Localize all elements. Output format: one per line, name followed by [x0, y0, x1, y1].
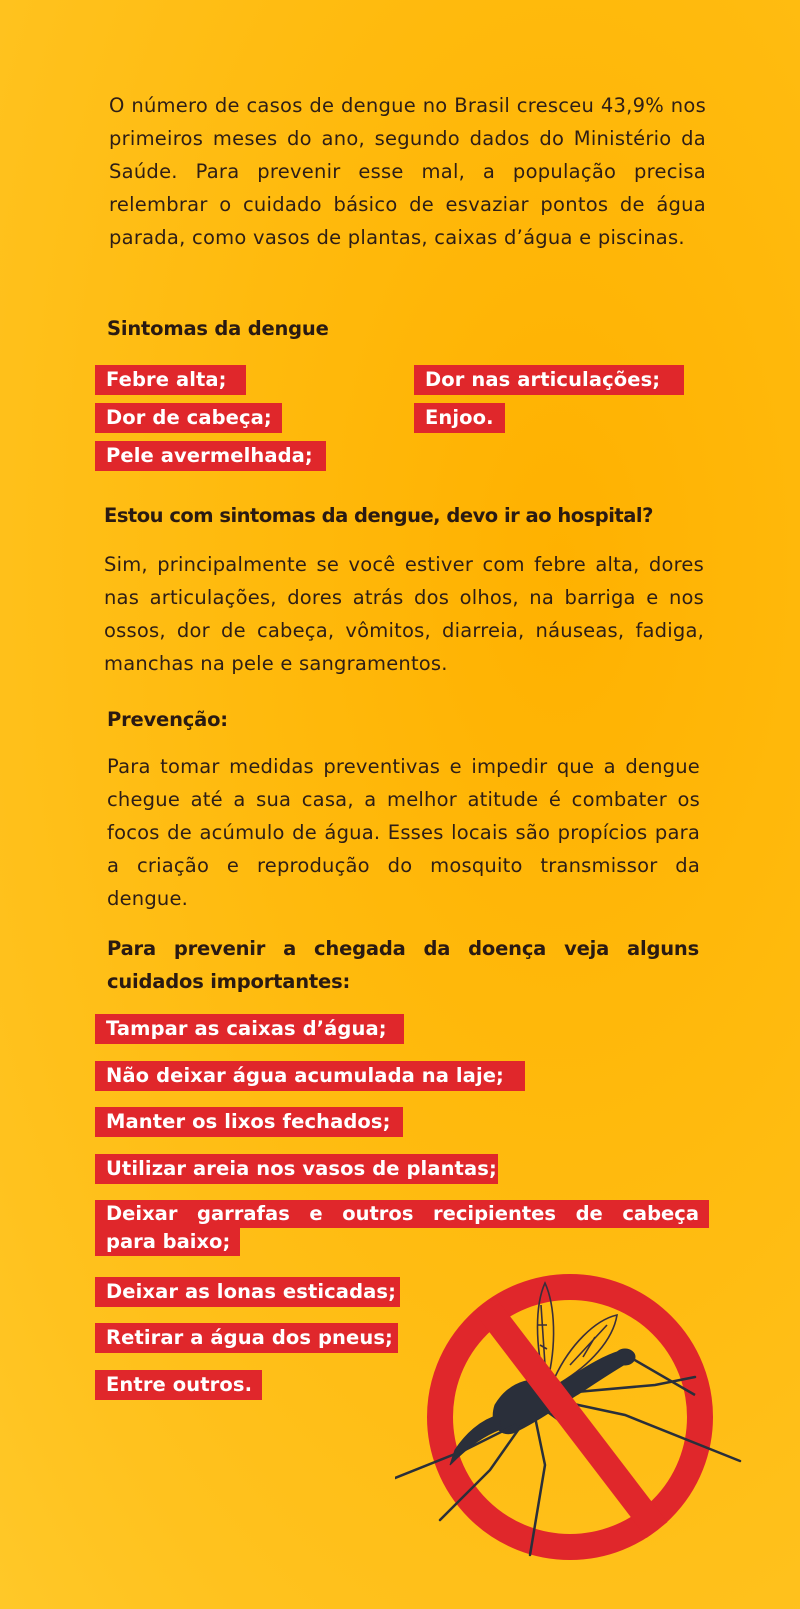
care-tag: Não deixar água acumulada na laje; — [95, 1061, 525, 1091]
care-tag: Manter os lixos fechados; — [95, 1107, 403, 1137]
care-tag: Entre outros. — [95, 1370, 262, 1400]
care-tag-multiline — [95, 1200, 709, 1256]
symptom-tag: Dor nas articulações; — [414, 365, 684, 395]
symptoms-title: Sintomas da dengue — [107, 317, 329, 340]
care-tag: Retirar a água dos pneus; — [95, 1323, 398, 1353]
symptom-tag: Pele avermelhada; — [95, 441, 326, 471]
care-tag-line: para baixo; — [95, 1228, 240, 1256]
symptom-tag: Febre alta; — [95, 365, 246, 395]
prevention-text: Para tomar medidas preventivas e impedir que a dengue chegue até a sua casa, a melhor atitude é combater os focos de acúmulo de água. Esses locais são propícios para a criação e reprodução do mosquito transmissor da dengue. — [107, 755, 700, 910]
intro-paragraph: O número de casos de dengue no Brasil cresceu 43,9% nos primeiros meses do ano, segundo dados do Ministério da Saúde. Para prevenir esse mal, a população precisa relembrar o cuidado básico de esvaziar pontos de água parada, como vasos de plantas, caixas d’água e piscinas. — [109, 94, 706, 249]
hospital-answer: Sim, principalmente se você estiver com febre alta, dores nas articulações, dores atrás dos olhos, na barriga e nos ossos, dor de cabeça, vômitos, diarreia, náuseas, fadiga, manchas na pele e sangramentos. — [104, 553, 704, 675]
hospital-question: Estou com sintomas da dengue, devo ir ao hospital? — [104, 504, 653, 527]
no-mosquito-icon — [395, 1265, 775, 1595]
care-title: Para prevenir a chegada da doença veja alguns cuidados importantes: — [107, 937, 699, 993]
symptom-tag: Dor de cabeça; — [95, 403, 282, 433]
care-tag-line: Deixar garrafas e outros recipientes de cabeça — [95, 1200, 709, 1228]
prevention-title: Prevenção: — [107, 708, 228, 731]
symptom-tag: Enjoo. — [414, 403, 505, 433]
care-tag: Utilizar areia nos vasos de plantas; — [95, 1154, 498, 1184]
care-tag: Deixar as lonas esticadas; — [95, 1277, 400, 1307]
care-tag: Tampar as caixas d’água; — [95, 1014, 404, 1044]
